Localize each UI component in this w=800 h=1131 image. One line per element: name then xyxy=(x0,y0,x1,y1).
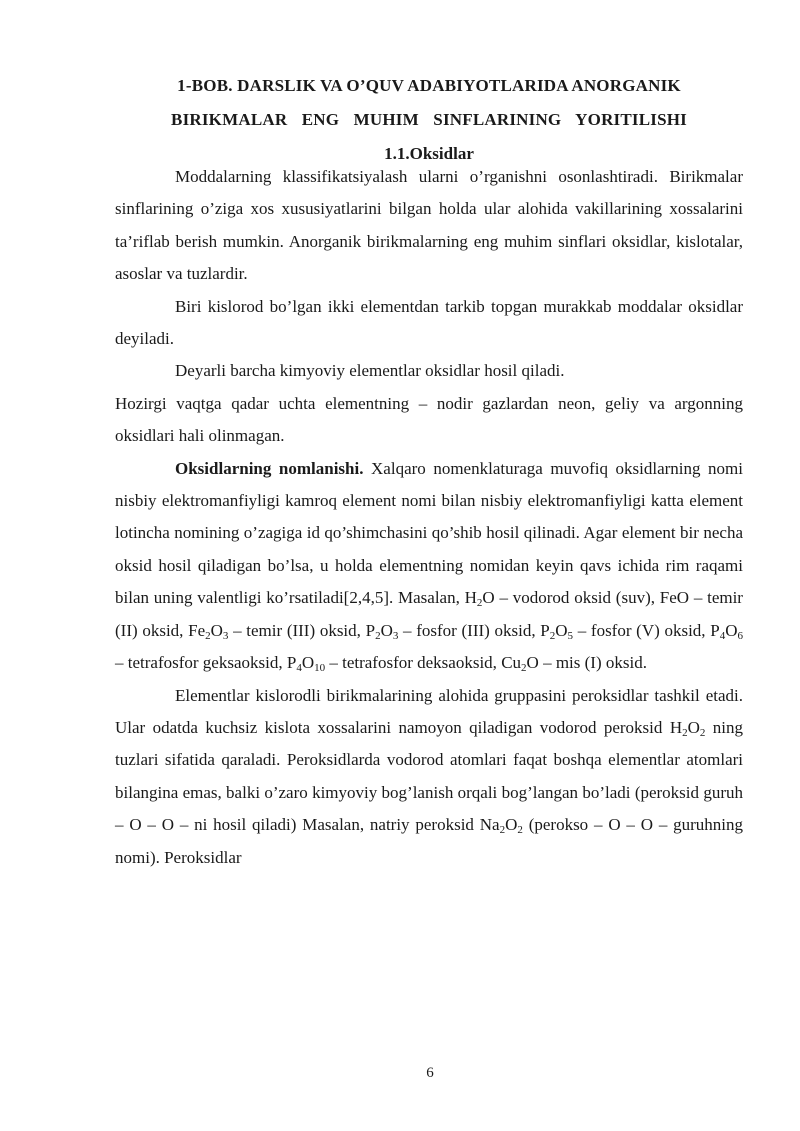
peroxide-text-a: Elementlar kislorodli birikmalarining alohida gruppasini peroksidlar tashkil etadi. Ular odatda kuchsiz kislota xossalarini namoyon qiladigan vodorod peroksid xyxy=(115,685,743,737)
peroxide-text-c: (perokso – O – O – guruhning nomi). Peroksidlar xyxy=(115,815,744,867)
oxide-name: – fosfor (III) oksid, xyxy=(398,620,541,640)
page-number: 6 xyxy=(426,1065,434,1081)
paragraph-elements: Deyarli barcha kimyoviy elementlar oksidlar hosil qiladi. xyxy=(175,361,565,381)
oxide-name: – mis (I) oksid. xyxy=(538,653,647,673)
paragraph-definition: Biri kislorod bo’lgan ikki elementdan tarkib topgan murakkab moddalar oksidlar deyiladi. xyxy=(115,296,743,349)
hydrogen-peroxide-formula: $H_2O_2$ xyxy=(669,717,706,739)
oxide-example xyxy=(464,588,660,610)
paragraph-peroxides xyxy=(115,680,743,874)
oxide-example xyxy=(366,621,541,640)
oxide-formula: $P_2O_3$ xyxy=(365,620,399,642)
paragraph-intro: Moddalarning klassifikatsiyalash ularni o’rganishni osonlashtiradi. Birikmalar sinflarining o’ziga xos xususiyatlarini bilgan holda ular alohida vakillarining xossalarini ta’riflab berish mumkin. Anorganik birikmalarning eng muhim sinflari oksidlar, kislotalar, asoslar va tuzlardir. xyxy=(115,167,743,284)
oxide-formula: $P_4O_{10}$ xyxy=(286,653,326,675)
chapter-title-line-1: 1-BOB. DARSLIK VA O’QUV ADABIYOTLARIDA ANORGANIK xyxy=(177,76,681,95)
nomenclature-text: Xalqaro nomenklaturaga muvofiq oksidlarning nomi nisbiy elektromanfiyligi kamroq element nomi bilan nisbiy elektromanfiyligi katta element lotincha nomining o’zagiga id qo’shimchasini qo’shib hosil qilinadi. Agar element bir necha oksid hosil qiladigan bo’lsa, u holda elementning nomidan keyin qavs ichida rim raqami bilan uning valentligi ko’rsatiladi[2,4,5]. Masalan, xyxy=(115,458,744,608)
oxide-example xyxy=(188,621,365,640)
oxide-formula: FeO xyxy=(659,588,690,608)
oxide-formula: $Fe_2O_3$ xyxy=(188,620,229,642)
oxide-formula: $P_2O_5$ xyxy=(540,620,574,642)
oxide-example xyxy=(501,653,647,675)
chapter-title-line-2: BIRIKMALAR ENG MUHIM SINFLARINING YORITILISHI xyxy=(171,110,687,129)
oxide-name: – tetrafosfor deksaoksid, xyxy=(325,653,502,673)
oxide-example xyxy=(540,621,710,640)
oxide-name: – temir (II) oksid, xyxy=(115,588,743,640)
oxide-formula: $Cu_2O$ xyxy=(501,653,539,675)
oxide-formula: $P_4O_6$ xyxy=(710,620,743,642)
body-text xyxy=(115,161,743,874)
oxide-name: – temir (III) oksid, xyxy=(228,620,366,640)
paragraph-noble-gases: Hozirgi vaqtga qadar uchta elementning – nodir gazlardan neon, geliy va argonning oksidlari hali olinmagan. xyxy=(115,393,743,446)
oxide-formula: $H_2O$ xyxy=(464,588,495,610)
peroxide-text-b: ning tuzlari sifatida qaraladi. Peroksidlarda vodorod atomlari faqat boshqa elementlar atomlari bilangina emas, balki o’zaro kimyoviy bog’lanish orqali bog’langan bo’ladi (peroksid guruh – O – O – ni hosil qiladi) Masalan, natriy peroksid xyxy=(115,717,744,835)
nomenclature-lead: Oksidlarning nomlanishi. xyxy=(175,458,364,478)
paragraph-nomenclature xyxy=(115,453,743,680)
sodium-peroxide-formula: $Na_2O_2$ xyxy=(479,815,523,837)
oxide-name: – vodorod oksid (suv), xyxy=(494,588,660,608)
oxide-name: – fosfor (V) oksid, xyxy=(573,620,711,640)
oxide-example xyxy=(286,653,502,675)
oxide-name: – tetrafosfor geksaoksid, xyxy=(115,653,287,673)
section-title: 1.1.Oksidlar xyxy=(384,144,474,163)
